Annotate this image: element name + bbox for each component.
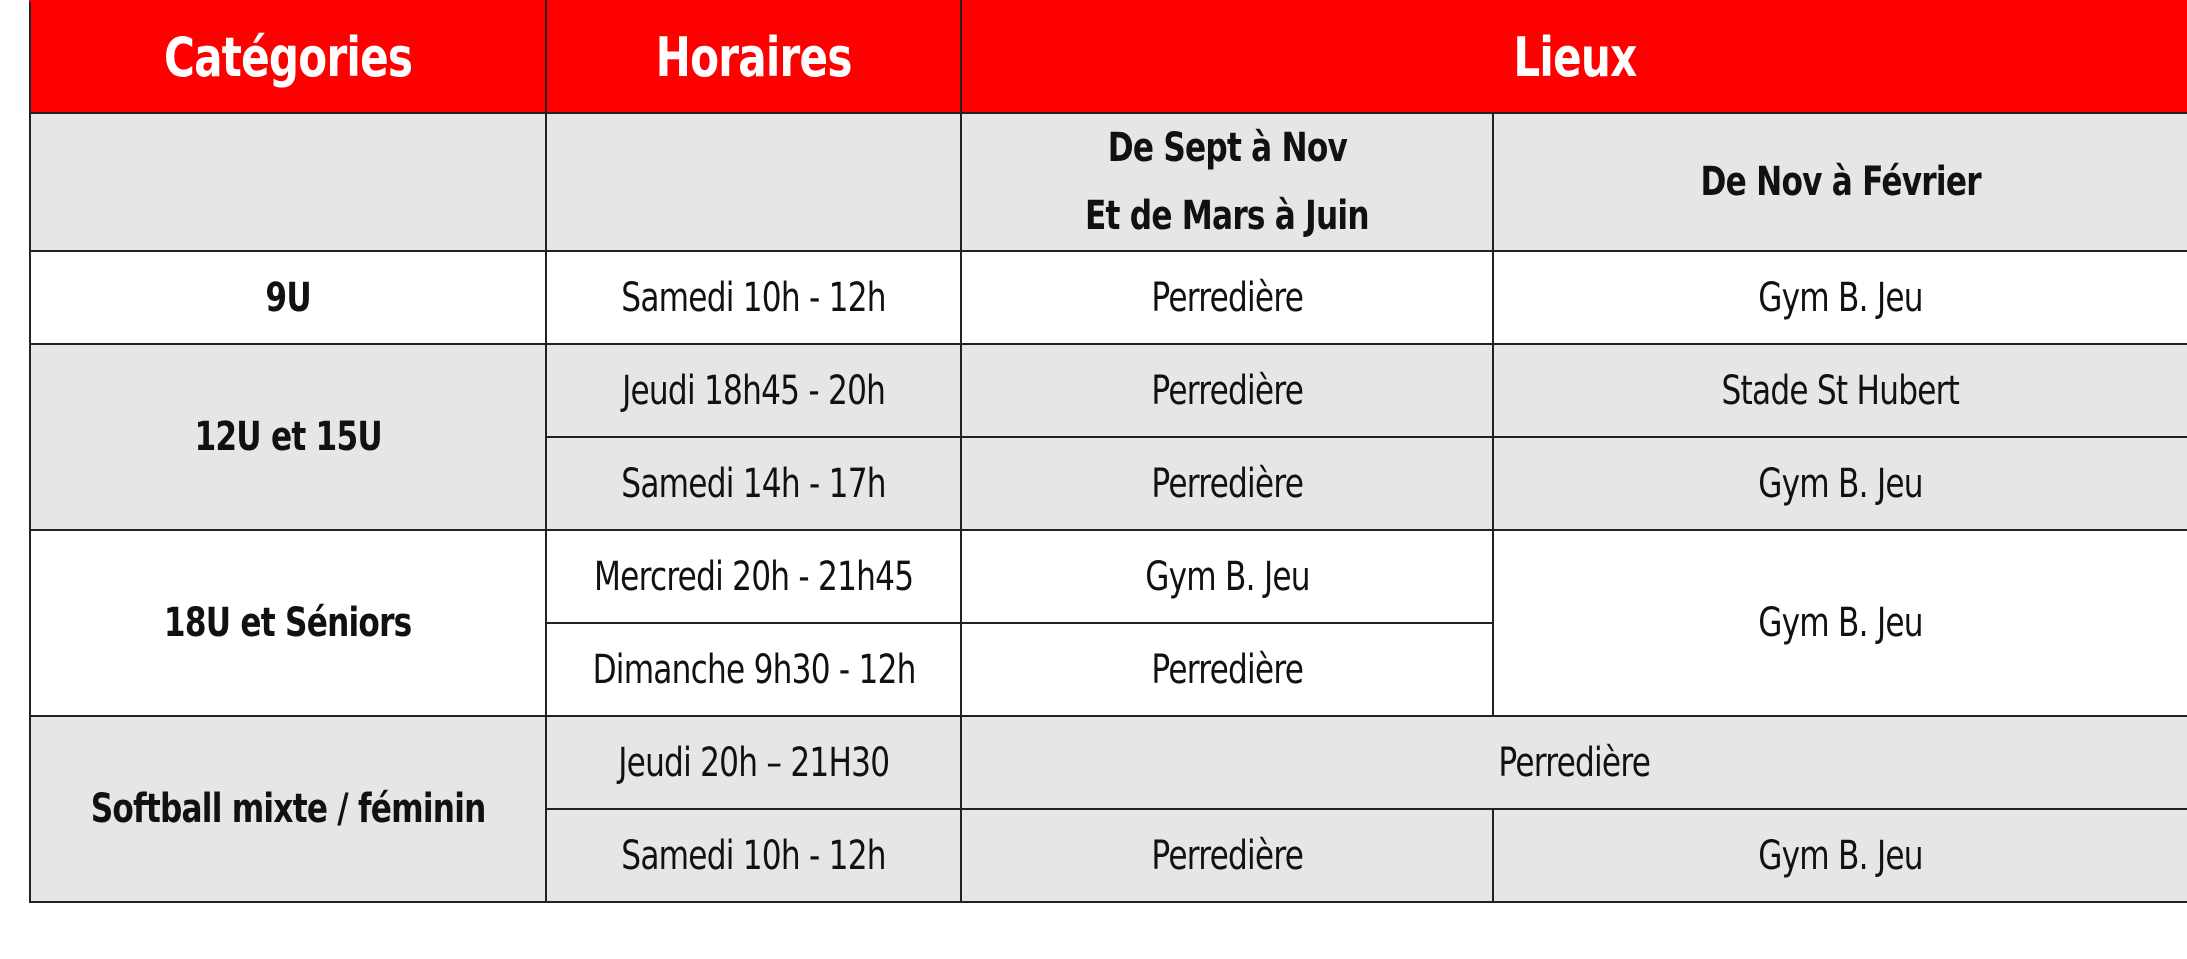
schedule-table (29, 0, 2187, 903)
header-row (30, 1, 2187, 113)
time-cell: Dimanche 9h30 - 12h (546, 623, 961, 716)
time-cell: Samedi 14h - 17h (546, 437, 961, 530)
subheader-empty-time (546, 113, 961, 251)
subheader-period-2: De Nov à Février (1493, 113, 2187, 251)
schedule-table-container (29, 0, 2187, 903)
header-lieux: Lieux (961, 1, 2187, 113)
table-row (30, 344, 2187, 437)
place-period1-cell: Perredière (961, 251, 1493, 344)
time-cell: Jeudi 20h – 21H30 (546, 716, 961, 809)
place-period1-cell: Perredière (961, 344, 1493, 437)
header-horaires: Horaires (546, 1, 961, 113)
place-period1-cell: Perredière (961, 623, 1493, 716)
category-cell: 9U (30, 251, 546, 344)
place-period2-cell: Gym B. Jeu (1493, 251, 2187, 344)
time-cell: Jeudi 18h45 - 20h (546, 344, 961, 437)
category-cell: Softball mixte / féminin (30, 716, 546, 902)
place-period1-cell: Perredière (961, 437, 1493, 530)
category-cell: 12U et 15U (30, 344, 546, 530)
category-cell: 18U et Séniors (30, 530, 546, 716)
place-period1-cell: Perredière (961, 809, 1493, 902)
time-cell: Mercredi 20h - 21h45 (546, 530, 961, 623)
header-categories: Catégories (30, 1, 546, 113)
table-row (30, 530, 2187, 623)
place-period1-cell: Gym B. Jeu (961, 530, 1493, 623)
place-period2-cell: Stade St Hubert (1493, 344, 2187, 437)
place-period2-cell: Gym B. Jeu (1493, 437, 2187, 530)
place-period2-cell: Gym B. Jeu (1493, 809, 2187, 902)
place-merged-cell: Perredière (961, 716, 2187, 809)
time-cell: Samedi 10h - 12h (546, 809, 961, 902)
subheader-period-1: De Sept à Nov Et de Mars à Juin (961, 113, 1493, 251)
place-period2-cell: Gym B. Jeu (1493, 530, 2187, 716)
table-row (30, 251, 2187, 344)
table-row (30, 716, 2187, 809)
time-cell: Samedi 10h - 12h (546, 251, 961, 344)
subheader-row (30, 113, 2187, 251)
subheader-empty-category (30, 113, 546, 251)
